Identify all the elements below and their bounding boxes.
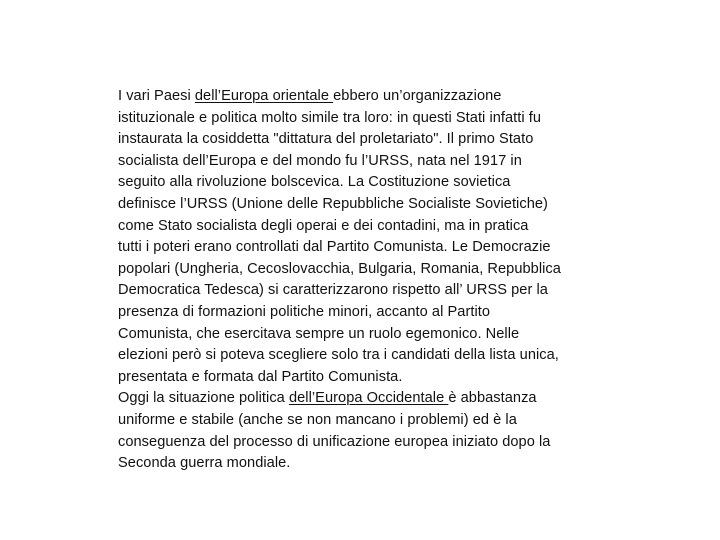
text-line — [118, 388, 618, 410]
text-segment: Oggi la situazione politica — [118, 390, 289, 407]
text-segment: ebbero un’organizzazione — [333, 88, 502, 104]
text-segment: è abbastanza — [448, 390, 537, 407]
text-line: uniforme e stabile (anche se non mancano i problemi) ed è la — [118, 411, 517, 428]
text-line: presentata e formata dal Partito Comunista. — [118, 368, 403, 385]
text-line: definisce l’URSS (Unione delle Repubbliche Socialiste Sovietiche) — [118, 195, 548, 212]
text-block — [118, 86, 618, 475]
text-line: Seconda guerra mondiale. — [118, 455, 291, 472]
text-line: seguito alla rivoluzione bolscevica. La Costituzione sovietica — [118, 174, 511, 191]
text-line: tutti i poteri erano controllati dal Partito Comunista. Le Democrazie — [118, 239, 551, 256]
text-line: socialista dell’Europa e del mondo fu l’URSS, nata nel 1917 in — [118, 152, 522, 169]
text-line: conseguenza del processo di unificazione europea iniziato dopo la — [118, 433, 551, 450]
text-line: Comunista, che esercitava sempre un ruolo egemonico. Nelle — [118, 325, 520, 342]
text-line: popolari (Ungheria, Cecoslovacchia, Bulgaria, Romania, Repubblica — [118, 260, 561, 277]
text-line: instaurata la cosiddetta "dittatura del proletariato". Il primo Stato — [118, 131, 534, 148]
text-line: come Stato socialista degli operai e dei contadini, ma in pratica — [118, 217, 529, 234]
text-line: Democratica Tedesca) si caratterizzarono rispetto all’ URSS per la — [118, 282, 548, 299]
text-line: istituzionale e politica molto simile tra loro: in questi Stati infatti fu — [118, 109, 542, 126]
text-line: elezioni però si poteva scegliere solo tra i candidati della lista unica, — [118, 347, 559, 364]
text-line — [118, 86, 618, 108]
text-segment: I vari Paesi — [118, 88, 195, 104]
link-europa-occidentale[interactable]: dell’Europa Occidentale — [288, 390, 449, 407]
text-line: presenza di formazioni politiche minori, accanto al Partito — [118, 303, 491, 320]
link-europa-orientale[interactable]: dell’Europa orientale — [194, 88, 334, 104]
